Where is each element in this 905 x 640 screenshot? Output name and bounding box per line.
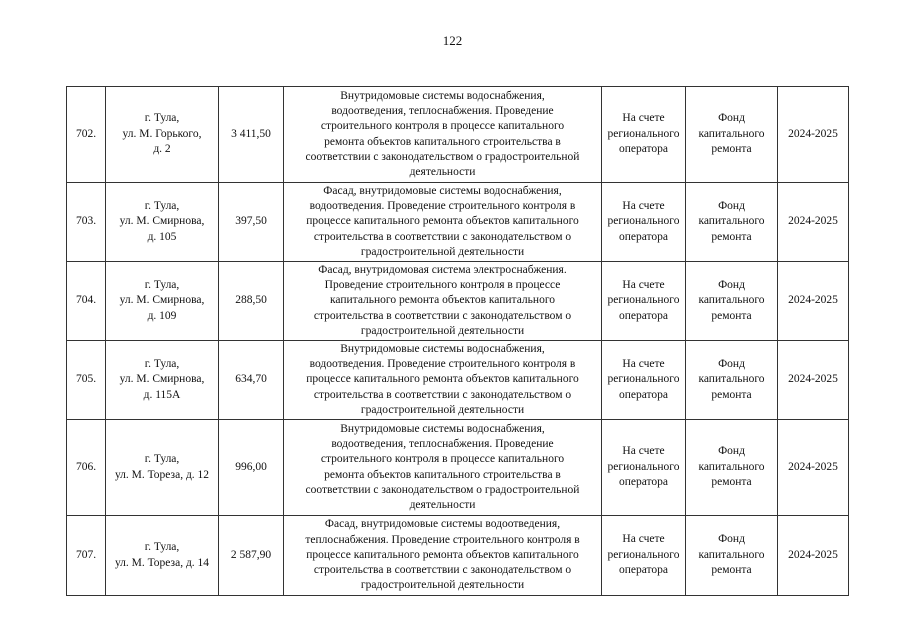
- address-line: г. Тула,: [144, 453, 180, 465]
- address-line: г. Тула,: [144, 278, 180, 291]
- area-cell: 288,50: [219, 262, 284, 341]
- address-line: г. Тула,: [144, 541, 180, 553]
- works-line: градостроительной деятельности: [360, 245, 525, 258]
- row-number-cell: 706.: [67, 420, 106, 516]
- fund-line: капитального: [698, 548, 765, 561]
- period-cell: 2024-2025: [778, 262, 849, 341]
- address-line: д. 105: [147, 230, 177, 243]
- fund-line: ремонта: [711, 476, 752, 489]
- works-line: процессе капитального ремонта объектов капитального: [306, 373, 579, 386]
- funding-source-cell: [686, 420, 778, 516]
- address-line: г. Тула,: [144, 357, 180, 370]
- works-line: строительного контроля в процессе капитального: [320, 120, 565, 133]
- works-line: строительства в соответствии с законодательством о: [313, 230, 572, 243]
- table-row: [67, 516, 849, 596]
- period-cell: 2024-2025: [778, 516, 849, 596]
- address-line: ул. М. Смирнова,: [119, 373, 205, 386]
- works-line: Фасад, внутридомовые системы водоотведения,: [324, 518, 561, 531]
- works-line: ремонта объектов капитального строительства в: [324, 135, 561, 148]
- works-description-cell: [284, 183, 602, 262]
- works-line: строительства в соответствии с законодательством о: [313, 564, 572, 577]
- address-cell: [106, 516, 219, 596]
- account-line: На счете: [622, 112, 665, 125]
- works-line: теплоснабжения. Проведение строительного контроля в: [305, 533, 580, 546]
- fund-line: капитального: [698, 215, 765, 228]
- row-number-cell: 705.: [67, 341, 106, 420]
- fund-line: ремонта: [711, 230, 752, 243]
- fund-line: ремонта: [711, 388, 752, 401]
- period-cell: 2024-2025: [778, 87, 849, 183]
- row-number-cell: 707.: [67, 516, 106, 596]
- account-cell: [602, 420, 686, 516]
- address-line: ул. М. Тореза, д. 12: [114, 468, 210, 481]
- area-cell: 3 411,50: [219, 87, 284, 183]
- account-cell: [602, 87, 686, 183]
- fund-line: капитального: [698, 294, 765, 307]
- area-cell: 397,50: [219, 183, 284, 262]
- fund-line: капитального: [698, 460, 765, 473]
- address-line: г. Тула,: [144, 112, 180, 125]
- works-line: капитального ремонта объектов капитального: [329, 294, 555, 307]
- address-line: д. 115А: [143, 388, 181, 401]
- account-line: На счете: [622, 199, 665, 212]
- works-description-cell: [284, 420, 602, 516]
- account-line: регионального: [607, 294, 680, 307]
- area-cell: 2 587,90: [219, 516, 284, 596]
- account-line: оператора: [618, 388, 669, 401]
- works-line: Внутридомовые системы водоснабжения,: [340, 342, 545, 355]
- address-line: ул. М. Смирнова,: [119, 294, 205, 307]
- works-description-cell: [284, 87, 602, 183]
- works-line: соответствии с законодательством о градостроительной: [305, 150, 580, 163]
- fund-line: Фонд: [718, 199, 745, 212]
- period-cell: 2024-2025: [778, 183, 849, 262]
- works-line: процессе капитального ремонта объектов капитального: [306, 215, 579, 228]
- account-line: оператора: [618, 309, 669, 322]
- account-line: оператора: [618, 564, 669, 577]
- address-line: ул. М. Горького,: [122, 127, 202, 140]
- table-row: [67, 262, 849, 341]
- works-description-cell: [284, 262, 602, 341]
- account-line: регионального: [607, 373, 680, 386]
- row-number-cell: 703.: [67, 183, 106, 262]
- works-line: градостроительной деятельности: [360, 579, 525, 592]
- address-line: ул. М. Смирнова,: [119, 215, 205, 228]
- row-number-cell: 702.: [67, 87, 106, 183]
- works-line: Внутридомовые системы водоснабжения,: [340, 422, 545, 435]
- table-row: [67, 87, 849, 183]
- works-line: соответствии с законодательством о градостроительной: [305, 483, 580, 496]
- address-cell: [106, 87, 219, 183]
- works-description-cell: [284, 516, 602, 596]
- funding-source-cell: [686, 87, 778, 183]
- account-cell: [602, 341, 686, 420]
- account-line: оператора: [618, 476, 669, 489]
- fund-line: Фонд: [718, 112, 745, 125]
- works-line: деятельности: [409, 499, 476, 512]
- fund-line: капитального: [698, 127, 765, 140]
- works-line: градостроительной деятельности: [360, 324, 525, 337]
- funding-source-cell: [686, 341, 778, 420]
- fund-line: Фонд: [718, 278, 745, 291]
- account-cell: [602, 262, 686, 341]
- fund-line: Фонд: [718, 445, 745, 458]
- account-line: оператора: [618, 230, 669, 243]
- address-line: д. 109: [147, 309, 177, 322]
- area-cell: 996,00: [219, 420, 284, 516]
- funding-source-cell: [686, 516, 778, 596]
- address-line: г. Тула,: [144, 199, 180, 212]
- funding-source-cell: [686, 262, 778, 341]
- account-line: На счете: [622, 533, 665, 546]
- funding-source-cell: [686, 183, 778, 262]
- address-cell: [106, 262, 219, 341]
- account-cell: [602, 516, 686, 596]
- table-row: [67, 420, 849, 516]
- works-line: строительства в соответствии с законодательством о: [313, 388, 572, 401]
- address-line: д. 2: [153, 143, 171, 156]
- account-line: регионального: [607, 215, 680, 228]
- works-line: водоотведения, теплоснабжения. Проведение: [331, 437, 554, 450]
- address-line: ул. М. Тореза, д. 14: [114, 556, 210, 569]
- works-line: Фасад, внутридомовая система электроснабжения.: [318, 263, 567, 276]
- fund-line: ремонта: [711, 564, 752, 577]
- address-cell: [106, 183, 219, 262]
- account-line: На счете: [622, 357, 665, 370]
- account-line: регионального: [607, 460, 680, 473]
- works-line: водоотведения, теплоснабжения. Проведение: [331, 104, 554, 117]
- account-line: На счете: [622, 278, 665, 291]
- account-cell: [602, 183, 686, 262]
- capital-repair-table: [66, 86, 849, 596]
- page-number: 122: [442, 33, 463, 48]
- works-line: водоотведения. Проведение строительного контроля в: [309, 200, 576, 213]
- works-line: Фасад, внутридомовые системы водоснабжения,: [323, 184, 562, 197]
- works-line: Проведение строительного контроля в процессе: [324, 279, 561, 292]
- works-description-cell: [284, 341, 602, 420]
- account-line: На счете: [622, 445, 665, 458]
- account-line: оператора: [618, 143, 669, 156]
- address-cell: [106, 341, 219, 420]
- fund-line: ремонта: [711, 143, 752, 156]
- account-line: регионального: [607, 127, 680, 140]
- table-row: [67, 183, 849, 262]
- fund-line: Фонд: [718, 533, 745, 546]
- works-line: градостроительной деятельности: [360, 403, 525, 416]
- period-cell: 2024-2025: [778, 420, 849, 516]
- fund-line: Фонд: [718, 357, 745, 370]
- table-row: [67, 341, 849, 420]
- address-cell: [106, 420, 219, 516]
- works-line: процессе капитального ремонта объектов капитального: [306, 548, 579, 561]
- works-line: строительства в соответствии с законодательством о: [313, 309, 572, 322]
- account-line: регионального: [607, 548, 680, 561]
- period-cell: 2024-2025: [778, 341, 849, 420]
- works-line: ремонта объектов капитального строительства в: [324, 468, 561, 481]
- works-line: водоотведения. Проведение строительного контроля в: [309, 358, 576, 371]
- works-line: деятельности: [409, 166, 476, 179]
- row-number-cell: 704.: [67, 262, 106, 341]
- works-line: Внутридомовые системы водоснабжения,: [340, 89, 545, 102]
- fund-line: ремонта: [711, 309, 752, 322]
- area-cell: 634,70: [219, 341, 284, 420]
- fund-line: капитального: [698, 373, 765, 386]
- works-line: строительного контроля в процессе капитального: [320, 453, 565, 466]
